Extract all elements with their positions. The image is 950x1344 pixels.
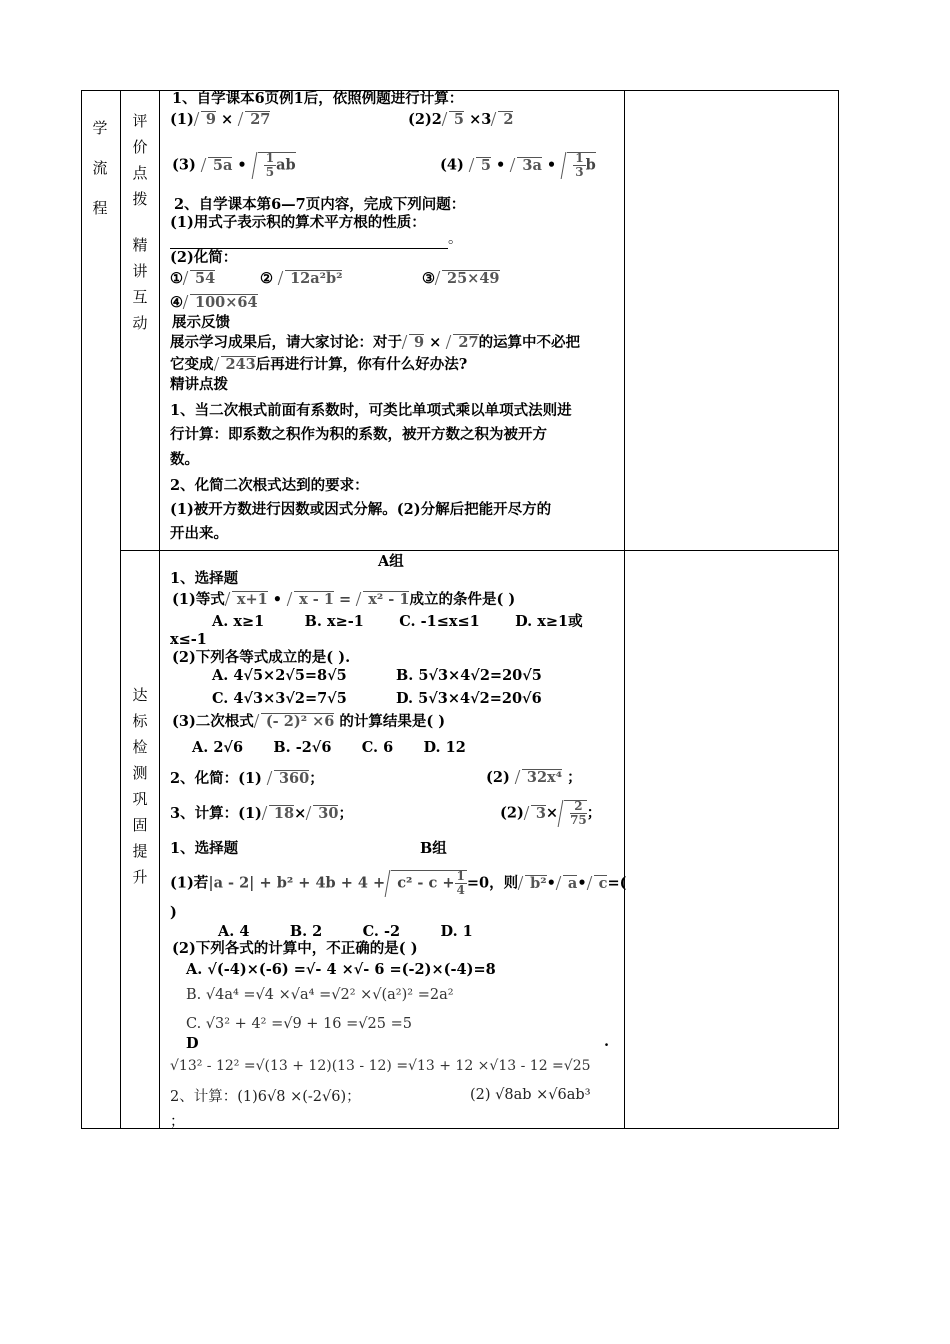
- show-line2: 它变成 243后再进行计算，你有什么好办法?: [170, 356, 468, 373]
- q1-title: 1、自学课本6页例1后，依照例题进行计算：: [172, 90, 464, 107]
- lecture-label: 精讲互动: [132, 236, 148, 332]
- a1-q2-A: A. 4√5×2√5=8√5: [212, 667, 347, 684]
- q2-item1: ① 54: [170, 270, 216, 287]
- sqrt-frac-1-3: $\frac{1}{3}$ b: [561, 152, 596, 179]
- a1-q3: (3)二次根式 (- 2)² ×6 的计算结果是( ): [172, 713, 446, 730]
- a1-q1: (1)等式 x+1 • x - 1 = x² - 1成立的条件是( ): [172, 591, 516, 608]
- lecture-2: 2、化简二次根式达到的要求：: [170, 477, 369, 494]
- consolidate-label: 巩固提升: [132, 790, 148, 886]
- table-left-border: [81, 90, 82, 1129]
- b1-q1-close: ): [170, 904, 177, 921]
- b1-q1-options: A. 4 B. 2 C. -2 D. 1: [218, 923, 473, 940]
- q2-item3: ③ 25×49: [422, 270, 500, 287]
- eval-label: 评价点拨: [132, 112, 148, 208]
- column-divider-3: [624, 90, 625, 1129]
- q2-item4: ④ 100×64: [170, 294, 258, 311]
- q2-answer-line: 。: [170, 229, 463, 249]
- column-divider-2: [159, 90, 160, 1129]
- sqrt-9: 9: [196, 110, 216, 130]
- a1-q1-options-2: x≤-1: [170, 631, 207, 648]
- b1-q2-A: A. √(-4)×(-6) =√- 4 ×√- 6 =(-2)×(-4)=8: [186, 961, 496, 978]
- test-label: 达标检测: [132, 686, 148, 782]
- table-bottom-border: [81, 1128, 838, 1129]
- lecture-title: 精讲点拨: [170, 376, 228, 393]
- lecture-2b: 开出来。: [170, 525, 228, 542]
- a1-q2-C: C. 4√3×3√2=7√5: [212, 690, 347, 707]
- a1-q1-options: A. x≥1 B. x≥-1 C. -1≤x≤1 D. x≥1或: [212, 613, 583, 630]
- sqrt-27: 27: [240, 110, 270, 130]
- sqrt-frac-1-5: $\frac{1}{5}$ ab: [252, 152, 296, 179]
- q2-part2: (2)化简：: [170, 249, 238, 266]
- q2-part1: (1)用式子表示积的算术平方根的性质：: [170, 214, 426, 231]
- section-divider: [120, 550, 838, 551]
- b1-q1: (1)若|a - 2| + b² + 4b + 4 + c² - c + $\frac{1}{4}$ =0，则 b²• a• c=(: [170, 869, 627, 897]
- q1-part1: (1) 9 × 27: [170, 111, 271, 128]
- b1-q2-D: D: [186, 1035, 199, 1052]
- show-title: 展示反馈: [172, 314, 230, 331]
- a3-q2: (2) 3× $\frac{2}{75}$ ；: [500, 799, 602, 827]
- a2-q: 2、化简：(1) 360；: [170, 770, 324, 787]
- b2-q1: 2、计算：(1)6√8 ×(-2√6)；: [170, 1089, 361, 1105]
- group-b-heading: B组: [420, 840, 447, 857]
- q1-part4: (4) 5 • 3a • $\frac{1}{3}$ b: [440, 151, 596, 179]
- show-line1: 展示学习成果后，请大家讨论：对于 9 × 27的运算中不必把: [170, 334, 581, 351]
- a1-q2: (2)下列各等式成立的是( ).: [172, 649, 351, 666]
- stage-label: 学流程: [92, 119, 108, 217]
- q1-part3: (3) 5a • $\frac{1}{5}$ ab: [172, 151, 296, 179]
- lecture-1a: 1、当二次根式前面有系数时，可类比单项式乘以单项式法则进: [170, 402, 572, 419]
- a2-q2: (2) 32x⁴ ；: [486, 769, 582, 786]
- sqrt-2: 2: [493, 110, 513, 130]
- sqrt-5a: 5a: [203, 156, 232, 176]
- b1-q2: (2)下列各式的计算中，不正确的是( ): [172, 940, 418, 957]
- sqrt-5: 5: [444, 110, 464, 130]
- q2-item2: ② 12a²b²: [260, 270, 343, 287]
- sqrt-3a: 3a: [512, 156, 541, 176]
- b2-end: ；: [170, 1114, 185, 1130]
- q2-title: 2、自学课本第6—7页内容，完成下列问题：: [174, 196, 466, 213]
- a1-q3-options: A. 2√6 B. -2√6 C. 6 D. 12: [192, 739, 466, 756]
- sqrt-5b: 5: [471, 156, 491, 176]
- b1-q2-D-dot: .: [604, 1033, 610, 1050]
- lecture-2a: (1)被开方数进行因数或因式分解。(2)分解后把能开尽方的: [170, 501, 552, 518]
- lecture-1b: 行计算：即系数之积作为积的系数，被开方数之积为被开方: [170, 426, 547, 443]
- a1-title: 1、选择题: [170, 570, 239, 587]
- b2-q2: (2) √8ab ×√6ab³: [470, 1087, 591, 1103]
- b1-title: 1、选择题: [170, 840, 239, 857]
- q1-part2: (2)2 5 ×3 2: [408, 111, 514, 128]
- a1-q2-B: B. 5√3×4√2=20√5: [396, 667, 542, 684]
- b1-q2-B: B. √4a⁴ =√4 ×√a⁴ =√2² ×√(a²)² =2a²: [186, 987, 454, 1003]
- table-right-border: [838, 90, 839, 1129]
- b1-q2-D-expr: √13² - 12² =√(13 + 12)(13 - 12) =√13 + 12 ×√13 - 12 =√25: [170, 1058, 591, 1074]
- group-a-heading: A组: [378, 553, 404, 570]
- a1-q2-D: D. 5√3×4√2=20√6: [396, 690, 542, 707]
- b1-q2-C: C. √3² + 4² =√9 + 16 =√25 =5: [186, 1016, 412, 1032]
- column-divider-1: [120, 90, 121, 1129]
- lecture-1c: 数。: [170, 451, 199, 468]
- a3-q: 3、计算：(1) 18× 30；: [170, 805, 353, 822]
